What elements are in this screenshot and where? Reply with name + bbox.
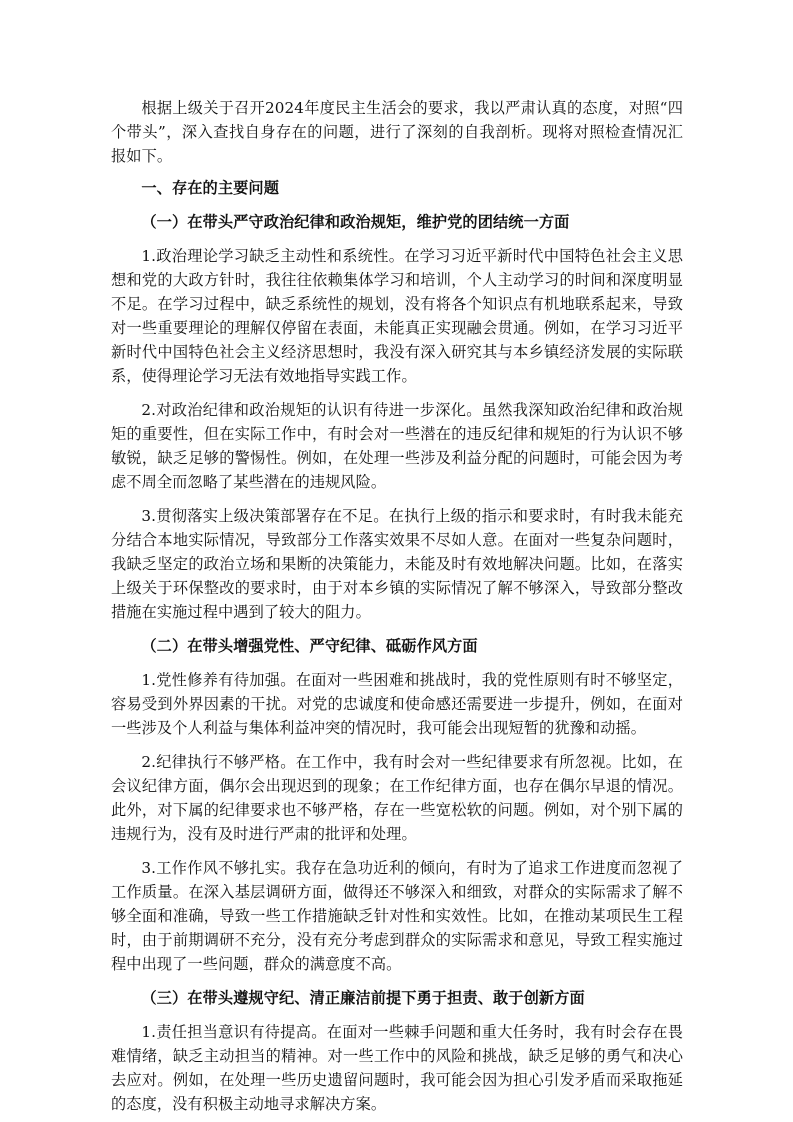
paragraph-2-1: 1.党性修养有待加强。在面对一些困难和挑战时，我的党性原则有时不够坚定，容易受到外界因素的干扰。对党的忠诚度和使命感还需要进一步提升，例如，在面对一些涉及个人利益与集体利益冲突的情况时，我可能会出现短暂的犹豫和动摇。	[111, 671, 683, 737]
paragraph-2-2: 2.纪律执行不够严格。在工作中，我有时会对一些纪律要求有所忽视。比如，在会议纪律方面，偶尔会出现迟到的现象；在工作纪律方面，也存在偶尔早退的情况。此外，对下属的纪律要求也不够严格，存在一些宽松软的问题。例如，对个别下属的违规行为，没有及时进行严肃的批评和处理。	[111, 753, 683, 843]
paragraph-2-3: 3.工作作风不够扎实。我存在急功近利的倾向，有时为了追求工作进度而忽视了工作质量。在深入基层调研方面，做得还不够深入和细致，对群众的实际需求了解不够全面和准确，导致一些工作措施缺乏针对性和实效性。比如，在推动某项民生工程时，由于前期调研不充分，没有充分考虑到群众的实际需求和意见，导致工程实施过程中出现了一些问题，群众的满意度不高。	[111, 859, 683, 973]
subsection-heading-2: （二）在带头增强党性、严守纪律、砥砺作风方面	[141, 637, 478, 655]
paragraph-1-1: 1.政治理论学习缺乏主动性和系统性。在学习习近平新时代中国特色社会主义思想和党的大政方针时，我往往依赖集体学习和培训，个人主动学习的时间和深度明显不足。在学习过程中，缺乏系统性的规划，没有将各个知识点有机地联系起来，导致对一些重要理论的理解仅停留在表面，未能真正实现融会贯通。例如，在学习习近平新时代中国特色社会主义经济思想时，我没有深入研究其与本乡镇经济发展的实际联系，使得理论学习无法有效地指导实践工作。	[111, 247, 683, 385]
subsection-heading-3: （三）在带头遵规守纪、清正廉洁前提下勇于担责、敢于创新方面	[141, 989, 585, 1007]
section-heading-main-problems: 一、存在的主要问题	[141, 179, 279, 197]
intro-paragraph: 根据上级关于召开2024年度民主生活会的要求，我以严肃认真的态度，对照“四个带头”，深入查找自身存在的问题，进行了深刻的自我剖析。现将对照检查情况汇报如下。	[111, 99, 683, 165]
paragraph-1-2: 2.对政治纪律和政治规矩的认识有待进一步深化。虽然我深知政治纪律和政治规矩的重要性，但在实际工作中，有时会对一些潜在的违反纪律和规矩的行为认识不够敏锐，缺乏足够的警惕性。例如，在处理一些涉及利益分配的问题时，可能会因为考虑不周全而忽略了某些潜在的违规风险。	[111, 401, 683, 491]
paragraph-3-1: 1.责任担当意识有待提高。在面对一些棘手问题和重大任务时，我有时会存在畏难情绪，缺乏主动担当的精神。对一些工作中的风险和挑战，缺乏足够的勇气和决心去应对。例如，在处理一些历史遗留问题时，我可能会因为担心引发矛盾而采取拖延的态度，没有积极主动地寻求解决方案。	[111, 1023, 683, 1113]
paragraph-1-3: 3.贯彻落实上级决策部署存在不足。在执行上级的指示和要求时，有时我未能充分结合本地实际情况，导致部分工作落实效果不尽如人意。在面对一些复杂问题时，我缺乏坚定的政治立场和果断的决策能力，未能及时有效地解决问题。比如，在落实上级关于环保整改的要求时，由于对本乡镇的实际情况了解不够深入，导致部分整改措施在实施过程中遇到了较大的阻力。	[111, 507, 683, 621]
subsection-heading-1: （一）在带头严守政治纪律和政治规矩，维护党的团结统一方面	[141, 213, 570, 231]
